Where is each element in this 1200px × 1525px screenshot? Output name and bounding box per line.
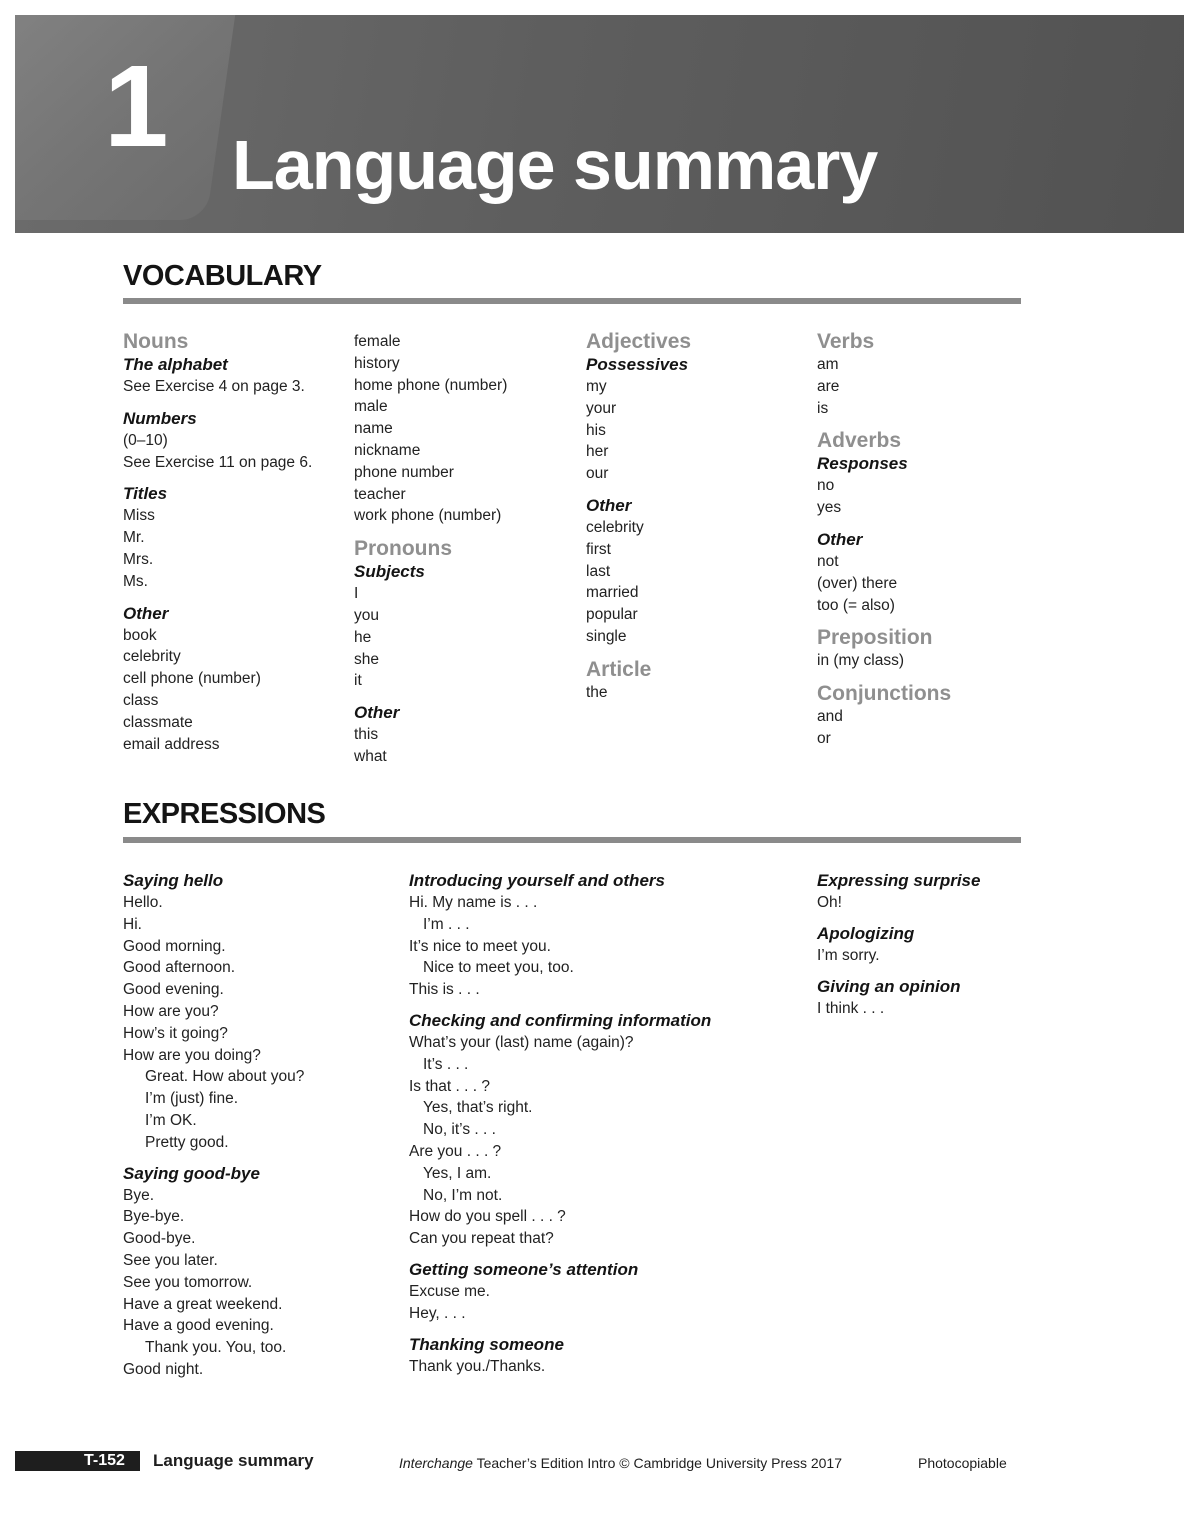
- list-item: No, it’s . . .: [423, 1121, 496, 1139]
- list-item: I’m OK.: [145, 1111, 197, 1129]
- list-item: How’s it going?: [123, 1024, 228, 1042]
- list-item: are: [817, 377, 840, 395]
- preposition-heading: Preposition: [817, 626, 933, 650]
- introducing-label: Introducing yourself and others: [409, 871, 665, 890]
- list-item: This is . . .: [409, 981, 480, 999]
- list-item: I’m (just) fine.: [145, 1090, 239, 1108]
- list-item: last: [586, 562, 611, 580]
- expressions-column-3: [817, 870, 1047, 1019]
- list-item: Thank you./Thanks.: [409, 1357, 546, 1375]
- list-item: How are you doing?: [123, 1046, 261, 1064]
- expressions-column-1: [123, 870, 353, 1381]
- list-item: Good morning.: [123, 937, 226, 955]
- adjectives-heading: Adjectives: [586, 330, 692, 353]
- attention-label: Getting someone’s attention: [409, 1259, 639, 1279]
- list-item: history: [354, 354, 400, 372]
- titles-label: Titles: [123, 484, 168, 504]
- vocabulary-heading: VOCABULARY: [123, 260, 322, 292]
- list-item: home phone (number): [354, 376, 508, 394]
- list-item: you: [354, 606, 379, 624]
- list-item: not: [817, 552, 839, 570]
- list-item: and: [817, 708, 843, 726]
- list-item: Miss: [123, 507, 155, 525]
- list-item: Is that . . . ?: [409, 1077, 490, 1095]
- list-item: or: [817, 729, 831, 747]
- list-item: my: [586, 378, 607, 395]
- expressions-column-2: [409, 870, 769, 1377]
- alphabet-label: The alphabet: [123, 355, 228, 374]
- list-item: Can you repeat that?: [409, 1230, 554, 1248]
- footer-credit: [399, 1454, 842, 1472]
- checking-label: Checking and confirming information: [409, 1010, 712, 1030]
- list-item: class: [123, 691, 159, 709]
- list-item: Mr.: [123, 529, 145, 547]
- list-item: Are you . . . ?: [409, 1142, 502, 1160]
- article-heading: Article: [586, 657, 652, 681]
- vocab-column-3: [586, 330, 816, 704]
- list-item: first: [586, 540, 611, 558]
- list-item: Mrs.: [123, 550, 154, 568]
- list-item: cell phone (number): [123, 670, 261, 688]
- list-item: phone number: [354, 463, 454, 481]
- conjunctions-heading: Conjunctions: [817, 682, 952, 706]
- other-label: Other: [586, 495, 632, 515]
- other-label: Other: [123, 603, 169, 623]
- list-item: this: [354, 726, 379, 744]
- page-title: Language summary: [232, 126, 878, 204]
- list-item: Good evening.: [123, 981, 224, 999]
- list-item: name: [354, 420, 393, 438]
- list-item: no: [817, 477, 835, 495]
- apologizing-label: Apologizing: [817, 923, 915, 943]
- footer-section-title: Language summary: [153, 1451, 314, 1470]
- list-item: See Exercise 11 on page 6.: [123, 453, 313, 471]
- list-item: celebrity: [123, 648, 181, 666]
- list-item: work phone (number): [354, 507, 502, 525]
- list-item: How are you?: [123, 1002, 219, 1020]
- other-label: Other: [817, 529, 863, 549]
- verbs-heading: Verbs: [817, 330, 875, 353]
- list-item: Have a great weekend.: [123, 1295, 283, 1313]
- saying-hello-label: Saying hello: [123, 871, 224, 890]
- list-item: Ms.: [123, 572, 148, 590]
- list-item: your: [586, 399, 617, 417]
- list-item: in (my class): [817, 652, 904, 670]
- list-item: celebrity: [586, 518, 644, 536]
- list-item: Nice to meet you, too.: [423, 959, 574, 977]
- list-item: single: [586, 627, 627, 645]
- list-item: his: [586, 421, 606, 439]
- list-item: male: [354, 398, 388, 416]
- list-item: Yes, I am.: [423, 1164, 492, 1182]
- list-item: am: [817, 356, 839, 373]
- list-item: It’s . . .: [423, 1055, 469, 1073]
- list-item: is: [817, 399, 829, 417]
- list-item: yes: [817, 499, 842, 517]
- thanking-label: Thanking someone: [409, 1334, 564, 1354]
- list-item: I think . . .: [817, 999, 885, 1017]
- nouns-heading: Nouns: [123, 330, 189, 353]
- list-item: married: [586, 584, 639, 602]
- vocab-column-2: [354, 331, 584, 768]
- photocopiable-label: Photocopiable: [918, 1455, 1007, 1471]
- list-item: Hi.: [123, 915, 142, 933]
- list-item: See Exercise 4 on page 3.: [123, 378, 305, 395]
- list-item: See you later.: [123, 1251, 218, 1269]
- list-item: Thank you. You, too.: [145, 1339, 287, 1357]
- list-item: I: [354, 585, 359, 603]
- surprise-label: Expressing surprise: [817, 871, 981, 890]
- list-item: See you tomorrow.: [123, 1273, 253, 1291]
- expressions-rule: [123, 837, 1021, 843]
- list-item: Good-bye.: [123, 1230, 196, 1248]
- list-item: Have a good evening.: [123, 1317, 274, 1335]
- list-item: our: [586, 465, 609, 483]
- numbers-label: Numbers: [123, 408, 197, 428]
- list-item: Pretty good.: [145, 1133, 229, 1151]
- copyright-text: Teacher’s Edition Intro © Cambridge University Press 2017: [476, 1455, 843, 1471]
- list-item: I’m . . .: [423, 915, 470, 933]
- list-item: Good afternoon.: [123, 959, 236, 977]
- list-item: too (= also): [817, 596, 895, 614]
- list-item: Bye-bye.: [123, 1208, 185, 1226]
- possessives-label: Possessives: [586, 355, 689, 374]
- pronouns-heading: Pronouns: [354, 537, 452, 561]
- list-item: what: [354, 747, 387, 765]
- list-item: What’s your (last) name (again)?: [409, 1033, 634, 1051]
- list-item: Hey, . . .: [409, 1304, 466, 1322]
- vocabulary-rule: [123, 298, 1021, 304]
- list-item: Good night.: [123, 1360, 204, 1378]
- list-item: teacher: [354, 485, 406, 503]
- list-item: Bye.: [123, 1186, 155, 1204]
- list-item: Great. How about you?: [145, 1068, 305, 1086]
- saying-goodbye-label: Saying good-bye: [123, 1163, 260, 1183]
- list-item: the: [586, 683, 608, 701]
- list-item: her: [586, 443, 609, 461]
- list-item: Excuse me.: [409, 1282, 490, 1300]
- other-label: Other: [354, 703, 400, 723]
- list-item: How do you spell . . . ?: [409, 1208, 566, 1226]
- list-item: he: [354, 628, 372, 646]
- list-item: it: [354, 672, 362, 690]
- list-item: (over) there: [817, 574, 898, 592]
- opinion-label: Giving an opinion: [817, 976, 961, 996]
- list-item: email address: [123, 735, 220, 753]
- page-number: T-152: [84, 1452, 125, 1469]
- subjects-label: Subjects: [354, 562, 425, 582]
- responses-label: Responses: [817, 454, 908, 474]
- list-item: Hi. My name is . . .: [409, 894, 538, 911]
- list-item: (0–10): [123, 431, 168, 449]
- list-item: book: [123, 626, 157, 644]
- unit-number: 1: [104, 41, 167, 171]
- vocab-column-1: [123, 330, 353, 755]
- list-item: Hello.: [123, 894, 163, 911]
- list-item: nickname: [354, 441, 421, 459]
- list-item: Yes, that’s right.: [423, 1099, 533, 1117]
- list-item: I’m sorry.: [817, 946, 880, 964]
- list-item: It’s nice to meet you.: [409, 937, 551, 955]
- list-item: popular: [586, 606, 638, 624]
- list-item: Oh!: [817, 894, 842, 911]
- vocab-column-4: [817, 330, 1047, 750]
- list-item: classmate: [123, 713, 193, 731]
- list-item: No, I’m not.: [423, 1186, 503, 1204]
- list-item: female: [354, 333, 401, 350]
- adverbs-heading: Adverbs: [817, 429, 902, 453]
- book-title: Interchange: [399, 1455, 473, 1471]
- list-item: she: [354, 650, 379, 668]
- expressions-heading: EXPRESSIONS: [123, 798, 326, 830]
